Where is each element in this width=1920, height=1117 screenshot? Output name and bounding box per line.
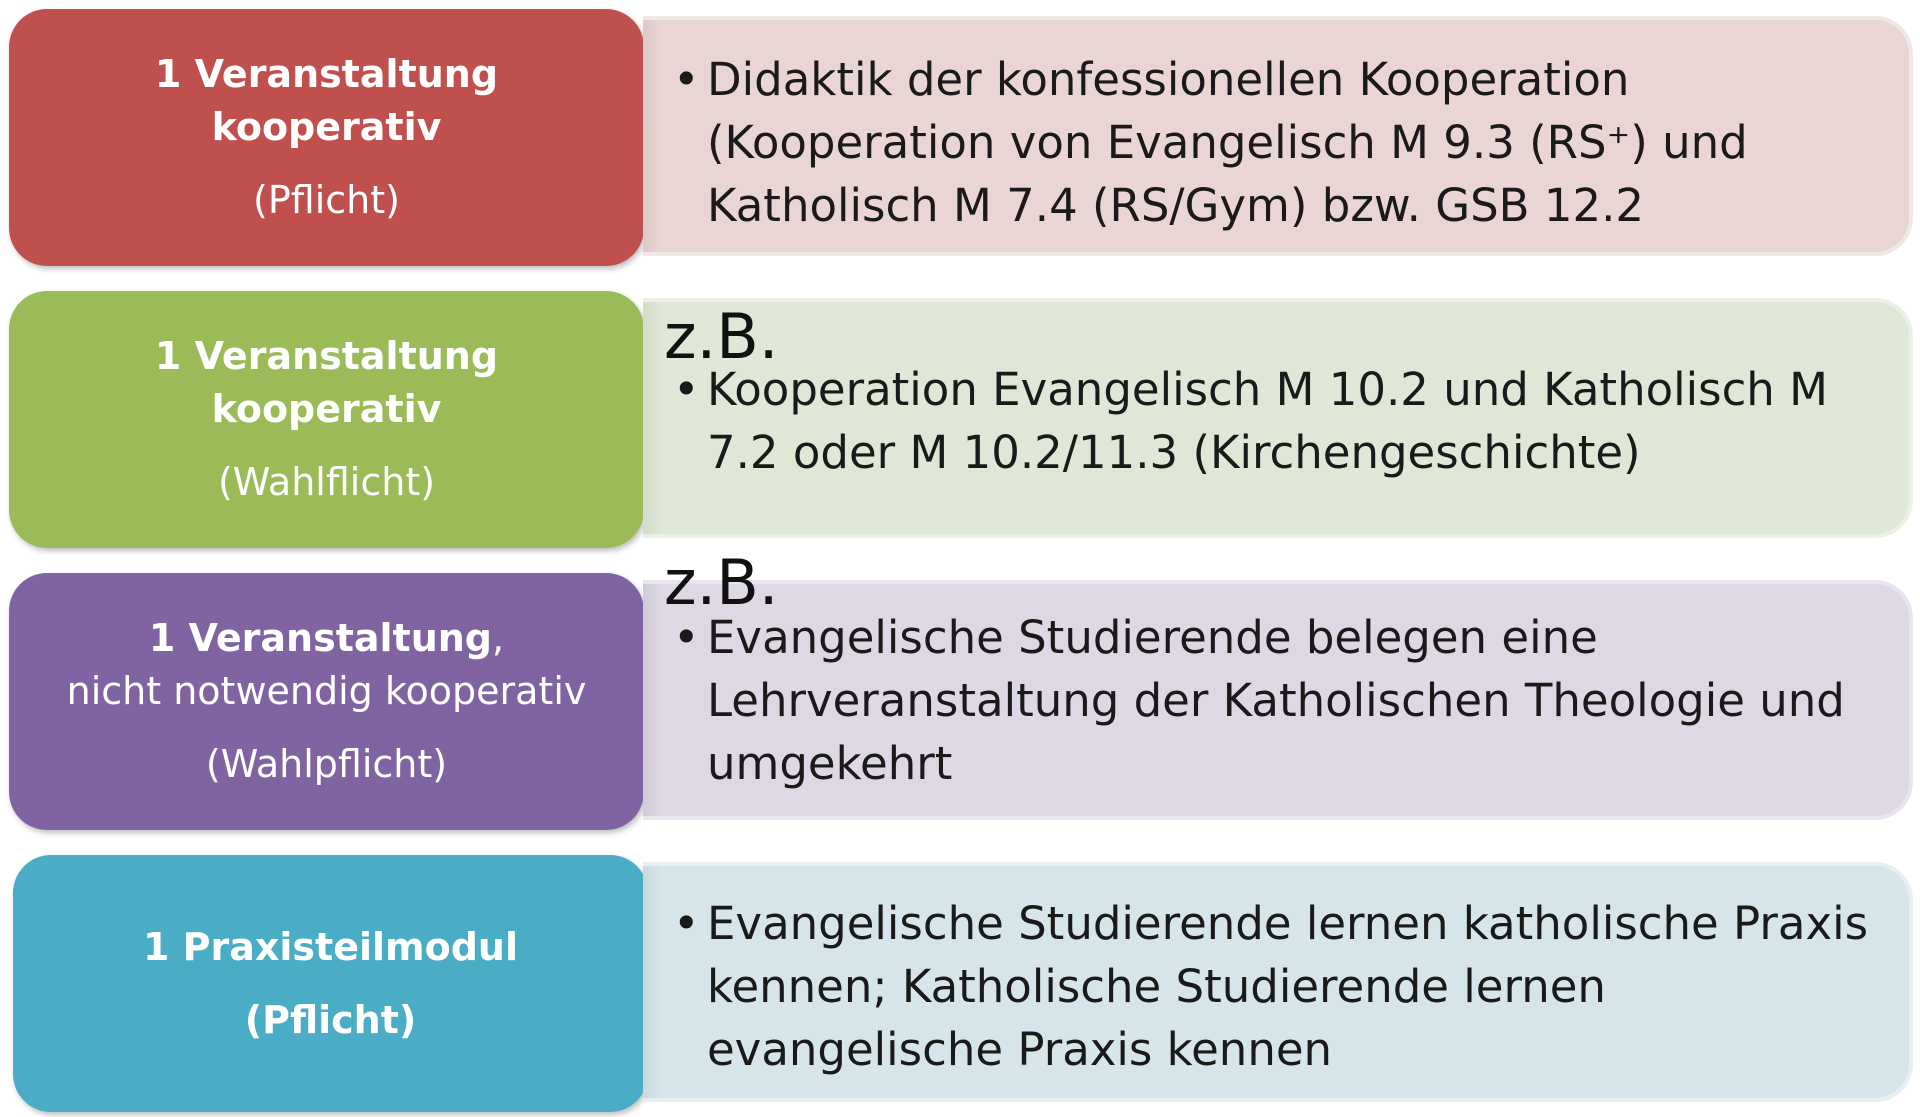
title-line-2: kooperativ (211, 105, 442, 149)
title-line-1: 1 Veranstaltung (154, 334, 499, 378)
bullet-item (673, 358, 1885, 484)
left-box-subtitle: (Wahlpflicht) (205, 742, 448, 786)
right-box-details (643, 862, 1913, 1102)
left-box-subtitle: (Pflicht) (244, 997, 417, 1042)
bullet-list (673, 892, 1885, 1081)
title-line-2: nicht notwendig kooperativ (66, 669, 587, 713)
left-box-subtitle: (Pflicht) (253, 178, 400, 222)
zb-prefix: z.B. (664, 546, 779, 619)
bullet-text: Kooperation Evangelisch M 10.2 und Katholisch M 7.2 oder M 10.2/11.3 (Kirchengeschichte) (707, 363, 1828, 479)
bullet-list (673, 358, 1885, 484)
bullet-list (673, 606, 1885, 795)
right-box-details (643, 16, 1913, 256)
bullet-dot-icon: • (673, 363, 700, 416)
bullet-text: Evangelische Studierende lernen katholische Praxis kennen; Katholische Studierende lernen evangelische Praxis kennen (707, 897, 1869, 1076)
left-box-praxisteilmodul (13, 855, 648, 1112)
left-box-title (143, 921, 518, 974)
left-box-title (155, 48, 498, 154)
bullet-item (673, 48, 1885, 237)
bullet-dot-icon: • (673, 53, 700, 106)
left-box-wahlflicht-kooperativ (9, 291, 644, 548)
left-box-wahlpflicht (9, 573, 644, 830)
bullet-text: Didaktik der konfessionellen Kooperation (Kooperation von Evangelisch M 9.3 (RS⁺) und Katholisch M 7.4 (RS/Gym) bzw. GSB 12.2 (707, 53, 1748, 232)
right-box-details (643, 580, 1913, 820)
title-line-1: 1 Veranstaltung (154, 52, 499, 96)
title-line-2: kooperativ (211, 387, 442, 431)
title-line-1 (67, 612, 587, 665)
bullet-dot-icon: • (673, 611, 700, 664)
bullet-text: Evangelische Studierende belegen eine Lehrveranstaltung der Katholischen Theologie und umgekehrt (707, 611, 1845, 790)
title-comma: , (492, 616, 505, 660)
bullet-dot-icon: • (673, 897, 700, 950)
left-box-title (155, 330, 498, 436)
bullet-item (673, 606, 1885, 795)
left-box-subtitle: (Wahlflicht) (217, 460, 436, 504)
left-box-title (67, 612, 587, 718)
title-line-1: 1 Praxisteilmodul (142, 924, 519, 969)
left-box-pflicht-kooperativ (9, 9, 644, 266)
bullet-list (673, 48, 1885, 237)
title-bold-part: 1 Veranstaltung (148, 616, 493, 660)
zb-prefix: z.B. (664, 300, 779, 373)
right-box-details (643, 298, 1913, 538)
bullet-item (673, 892, 1885, 1081)
